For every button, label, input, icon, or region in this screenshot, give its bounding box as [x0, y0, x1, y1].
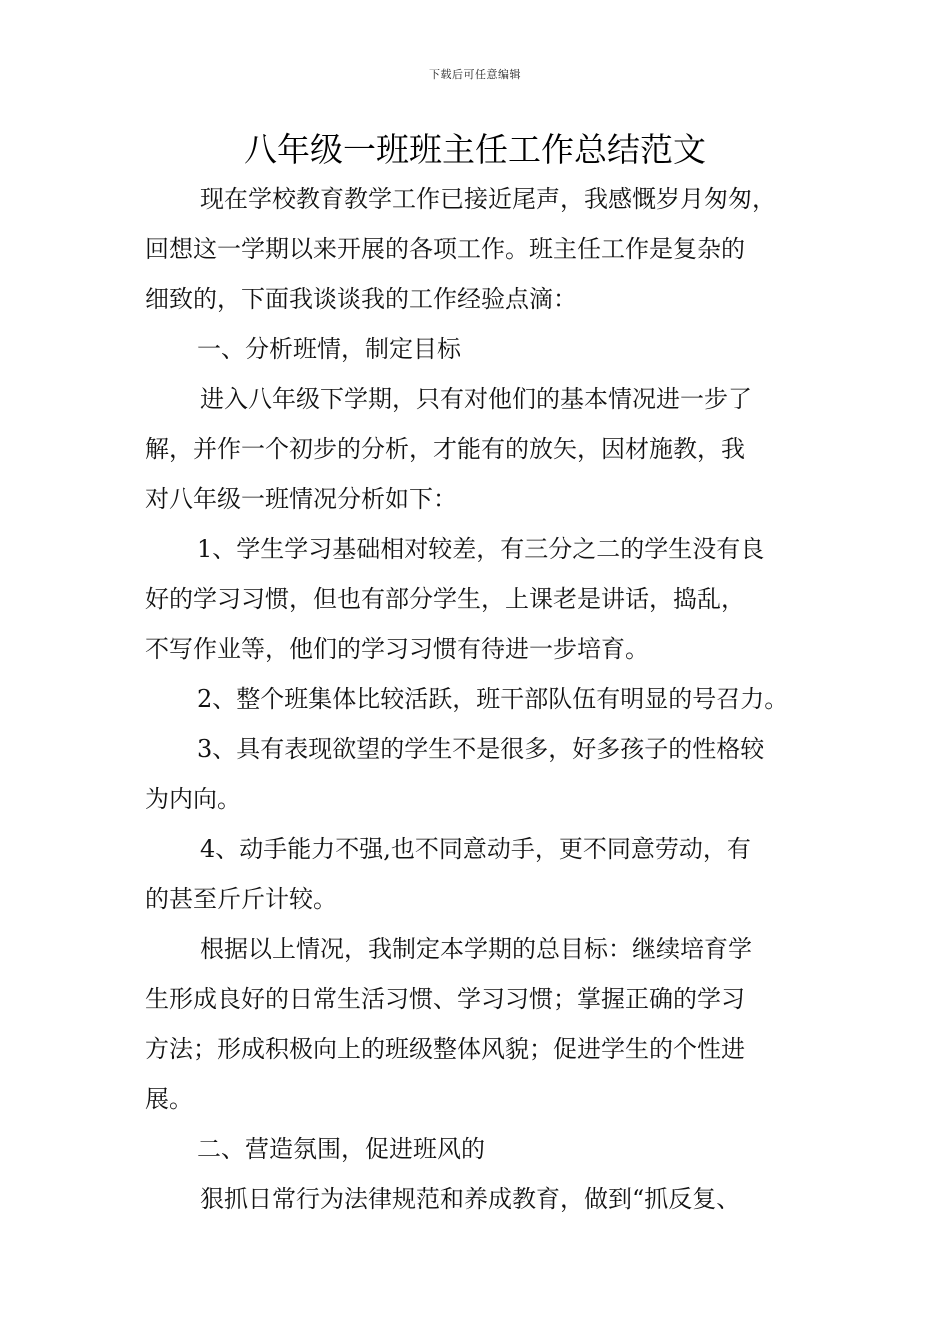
- list-item-line: 为内向。: [145, 785, 241, 813]
- header-note: 下载后可任意编辑: [429, 68, 521, 81]
- list-item-line: 3、具有表现欲望的学生不是很多，好多孩子的性格较: [197, 735, 765, 763]
- list-item-line: 不写作业等，他们的学习习惯有待进一步培育。: [145, 635, 649, 663]
- paragraph-line: 进入八年级下学期，只有对他们的基本情况进一步了: [200, 385, 752, 413]
- paragraph-line: 对八年级一班情况分析如下：: [145, 485, 457, 513]
- list-item-line: 好的学习习惯，但也有部分学生，上课老是讲话，捣乱，: [145, 585, 745, 613]
- paragraph-line: 根据以上情况，我制定本学期的总目标：继续培育学: [200, 935, 752, 963]
- section-heading: 二、营造氛围，促进班风的: [197, 1135, 485, 1163]
- paragraph-line: 现在学校教育教学工作已接近尾声，我感慨岁月匆匆，: [200, 185, 776, 213]
- list-item-line: 2、整个班集体比较活跃，班干部队伍有明显的号召力。: [197, 685, 789, 713]
- paragraph-line: 解，并作一个初步的分析，才能有的放矢，因材施教，我: [145, 435, 745, 463]
- paragraph-line: 回想这一学期以来开展的各项工作。班主任工作是复杂的: [145, 235, 745, 263]
- paragraph-line: 狠抓日常行为法律规范和养成教育，做到“抓反复、: [200, 1185, 741, 1213]
- list-item-line: 1、学生学习基础相对较差，有三分之二的学生没有良: [197, 535, 765, 563]
- list-item-line: 4、动手能力不强,也不同意动手，更不同意劳动，有: [200, 835, 751, 863]
- paragraph-line: 细致的，下面我谈谈我的工作经验点滴：: [145, 285, 577, 313]
- section-heading: 一、分析班情，制定目标: [197, 335, 461, 363]
- paragraph-line: 生形成良好的日常生活习惯、学习习惯；掌握正确的学习: [145, 985, 745, 1013]
- document-title: 八年级一班班主任工作总结范文: [244, 130, 706, 169]
- list-item-line: 的甚至斤斤计较。: [145, 885, 337, 913]
- paragraph-line: 展。: [145, 1085, 193, 1113]
- paragraph-line: 方法；形成积极向上的班级整体风貌；促进学生的个性进: [145, 1035, 745, 1063]
